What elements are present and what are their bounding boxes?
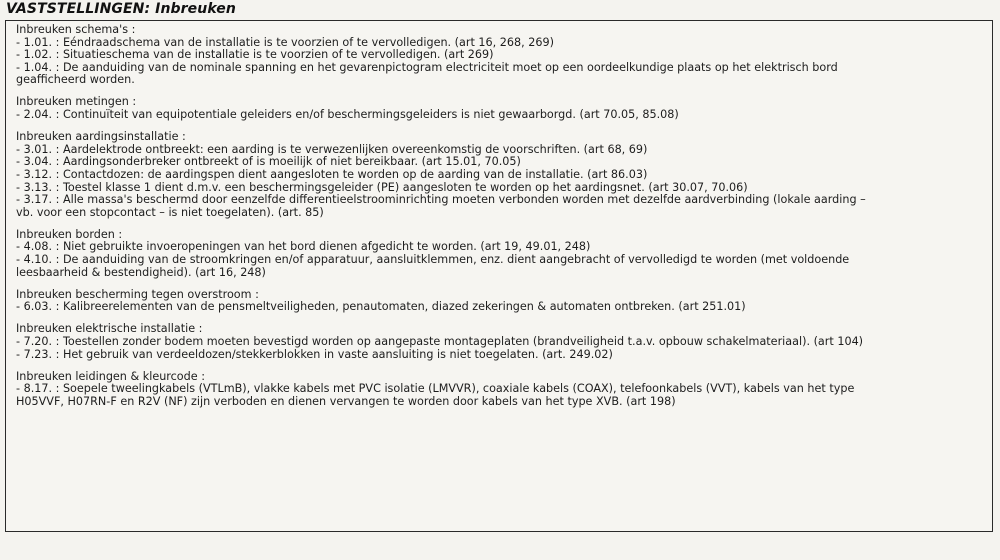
finding-item <box>16 383 992 408</box>
finding-line: - 3.01. : Aardelektrode ontbreekt: een aarding is te verwezenlijken overeenkomstig de voorschriften. (art 68, 69) <box>16 142 648 156</box>
finding-item <box>16 62 992 87</box>
finding-item <box>16 49 992 62</box>
finding-line: - 1.02. : Situatieschema van de installatie is te voorzien of te vervolledigen. (art 269) <box>16 48 494 62</box>
finding-line: - 4.10. : De aanduiding van de stroomkringen en/of apparatuur, aansluitklemmen, enz. dient aangebracht of vervolledigd te worden (met voldoende <box>16 253 850 266</box>
finding-line: - 1.01. : Eéndraadschema van de installatie is te voorzien of te vervolledigen. (art 16, 268, 269) <box>16 35 554 49</box>
finding-line: - 2.04. : Continuïteit van equipotentiale geleiders en/of beschermingsgeleiders is niet gewaarborgd. (art 70.05, 85.08) <box>16 108 679 122</box>
finding-line: - 7.20. : Toestellen zonder bodem moeten bevestigd worden op aangepaste montageplaten (brandveiligheid t.a.v. opbouw schakelmateriaal). (art 104) <box>16 334 864 348</box>
finding-line: - 4.08. : Niet gebruikte invoeropeningen van het bord dienen afgedicht te worden. (art 19, 49.01, 248) <box>16 240 591 254</box>
section-heading: Inbreuken metingen : <box>16 95 137 109</box>
finding-line: - 3.12. : Contactdozen: de aardingspen dient aangesloten te worden op de aarding van de installatie. (art 86.03) <box>16 167 648 181</box>
finding-line: - 3.04. : Aardingsonderbreker ontbreekt of is moeilijk of niet bereikbaar. (art 15.01, 70.05) <box>16 155 521 169</box>
findings-section <box>16 131 992 219</box>
section-heading: Inbreuken borden : <box>16 227 123 241</box>
finding-item <box>16 169 992 182</box>
finding-line: geafficheerd worden. <box>16 73 135 87</box>
findings-section <box>16 371 992 409</box>
finding-line: - 1.04. : De aanduiding van de nominale spanning en het gevarenpictogram electriciteit moet op een oordeelkundige plaats op het elektrisch bord <box>16 60 838 74</box>
section-heading: Inbreuken elektrische installatie : <box>16 322 203 336</box>
finding-line: - 6.03. : Kalibreerelementen van de pensmeltveiligheden, penautomaten, diazed zekeringen & automaten ontbreken. (art 251.01) <box>16 300 746 314</box>
finding-line: H05VVF, H07RN-F en R2V (NF) zijn verboden en dienen vervangen te worden door kabels van het type XVB. (art 198) <box>16 394 676 408</box>
finding-item <box>16 349 992 362</box>
finding-item <box>16 254 992 279</box>
finding-line: vb. voor een stopcontact – is niet toegelaten). (art. 85) <box>16 205 324 219</box>
section-heading: Inbreuken schema's : <box>16 23 136 36</box>
findings-section <box>16 229 992 279</box>
finding-item <box>16 301 992 314</box>
findings-section <box>16 96 992 121</box>
findings-box <box>5 20 993 532</box>
finding-line: - 3.17. : Alle massa's beschermd door eenzelfde differentieelstroominrichting moeten verbonden worden met dezelfde aardverbinding (lokale aarding – <box>16 193 866 207</box>
section-heading: Inbreuken leidingen & kleurcode : <box>16 369 205 383</box>
findings-section <box>16 24 992 87</box>
section-heading: Inbreuken bescherming tegen overstroom : <box>16 287 259 301</box>
section-heading: Inbreuken aardingsinstallatie : <box>16 130 186 144</box>
finding-item <box>16 194 992 219</box>
finding-line: leesbaarheid & bestendigheid). (art 16, 248) <box>16 265 266 279</box>
finding-item <box>16 336 992 349</box>
finding-line: - 8.17. : Soepele tweelingkabels (VTLmB), vlakke kabels met PVC isolatie (LMVVR), coaxiale kabels (COAX), telefoonkabels (VVT), kabels van het type <box>16 382 855 396</box>
finding-line: - 7.23. : Het gebruik van verdeeldozen/stekkerblokken in vaste aansluiting is niet toegelaten. (art. 249.02) <box>16 347 613 361</box>
finding-line: - 3.13. : Toestel klasse 1 dient d.m.v. een beschermingsgeleider (PE) aangesloten te worden op het aardingsnet. (art 30.07, 70.06) <box>16 180 748 194</box>
finding-item <box>16 109 992 122</box>
document-title: VASTSTELLINGEN: Inbreuken <box>6 1 236 17</box>
findings-section <box>16 323 992 361</box>
findings-section <box>16 289 992 314</box>
